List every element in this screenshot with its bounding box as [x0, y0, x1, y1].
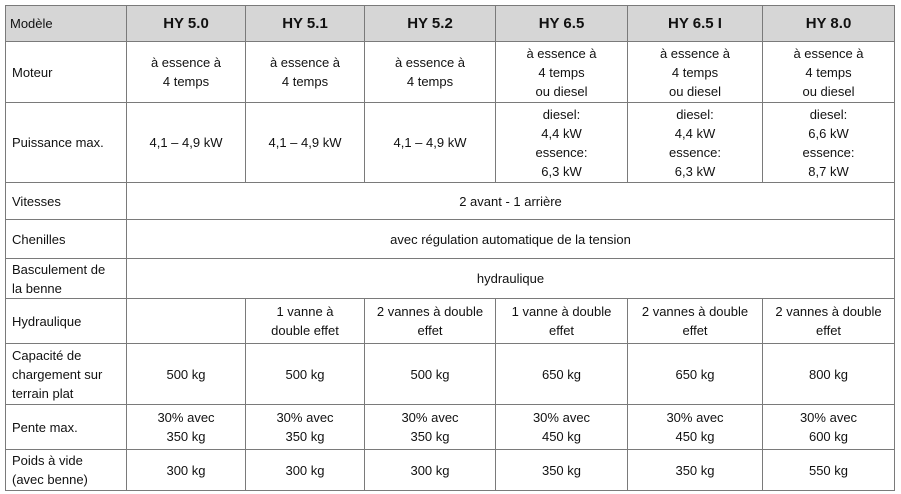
table-cell: [127, 299, 246, 344]
table-cell: 30% avec 350 kg: [365, 405, 496, 450]
model-header: HY 6.5: [496, 6, 628, 42]
row-moteur: [6, 42, 895, 103]
row-hydraulique: [6, 299, 895, 344]
table-cell: 550 kg: [763, 450, 895, 491]
table-cell: 300 kg: [127, 450, 246, 491]
table-cell: à essence à 4 temps: [127, 42, 246, 103]
table-cell: 350 kg: [628, 450, 763, 491]
table-cell: à essence à 4 temps ou diesel: [496, 42, 628, 103]
row-label: Poids à vide (avec benne): [6, 450, 127, 491]
table-cell: 30% avec 350 kg: [127, 405, 246, 450]
row-vitesses: [6, 183, 895, 220]
table-cell-merged: avec régulation automatique de la tension: [127, 220, 895, 259]
table-cell: 1 vanne à double effet: [496, 299, 628, 344]
table-cell: à essence à 4 temps ou diesel: [763, 42, 895, 103]
table-cell: 30% avec 450 kg: [628, 405, 763, 450]
table-cell: 650 kg: [496, 344, 628, 405]
row-label: Hydraulique: [6, 299, 127, 344]
table-cell: 500 kg: [246, 344, 365, 405]
table-cell: diesel: 6,6 kW essence: 8,7 kW: [763, 103, 895, 183]
table-cell: 4,1 – 4,9 kW: [365, 103, 496, 183]
table-cell: diesel: 4,4 kW essence: 6,3 kW: [628, 103, 763, 183]
row-pente: [6, 405, 895, 450]
row-label: Puissance max.: [6, 103, 127, 183]
row-label: Vitesses: [6, 183, 127, 220]
model-header: HY 6.5 I: [628, 6, 763, 42]
row-chenilles: [6, 220, 895, 259]
table-cell: à essence à 4 temps: [365, 42, 496, 103]
table-cell-merged: hydraulique: [127, 259, 895, 299]
model-header: HY 8.0: [763, 6, 895, 42]
table-cell: diesel: 4,4 kW essence: 6,3 kW: [496, 103, 628, 183]
header-row: [6, 6, 895, 42]
table-cell: 4,1 – 4,9 kW: [127, 103, 246, 183]
table-cell: 350 kg: [496, 450, 628, 491]
table-cell: 650 kg: [628, 344, 763, 405]
table-cell: 800 kg: [763, 344, 895, 405]
table-cell: 1 vanne à double effet: [246, 299, 365, 344]
row-basculement: [6, 259, 895, 299]
header-label: Modèle: [6, 6, 127, 42]
row-capacite: [6, 344, 895, 405]
table-cell: 300 kg: [246, 450, 365, 491]
row-label: Chenilles: [6, 220, 127, 259]
model-header: HY 5.1: [246, 6, 365, 42]
table-cell: 500 kg: [365, 344, 496, 405]
row-puissance: [6, 103, 895, 183]
table-cell: 2 vannes à double effet: [763, 299, 895, 344]
table-cell: 30% avec 350 kg: [246, 405, 365, 450]
table-cell: 4,1 – 4,9 kW: [246, 103, 365, 183]
table-cell: 500 kg: [127, 344, 246, 405]
row-label: Capacité de chargement sur terrain plat: [6, 344, 127, 405]
row-label: Moteur: [6, 42, 127, 103]
table-cell: 30% avec 450 kg: [496, 405, 628, 450]
table-cell: 2 vannes à double effet: [365, 299, 496, 344]
table-cell-merged: 2 avant - 1 arrière: [127, 183, 895, 220]
spec-table: [5, 5, 895, 491]
row-poids: [6, 450, 895, 491]
row-label: Pente max.: [6, 405, 127, 450]
table-cell: à essence à 4 temps ou diesel: [628, 42, 763, 103]
model-header: HY 5.0: [127, 6, 246, 42]
table-cell: 2 vannes à double effet: [628, 299, 763, 344]
row-label: Basculement de la benne: [6, 259, 127, 299]
table-cell: à essence à 4 temps: [246, 42, 365, 103]
table-cell: 30% avec 600 kg: [763, 405, 895, 450]
table-cell: 300 kg: [365, 450, 496, 491]
model-header: HY 5.2: [365, 6, 496, 42]
